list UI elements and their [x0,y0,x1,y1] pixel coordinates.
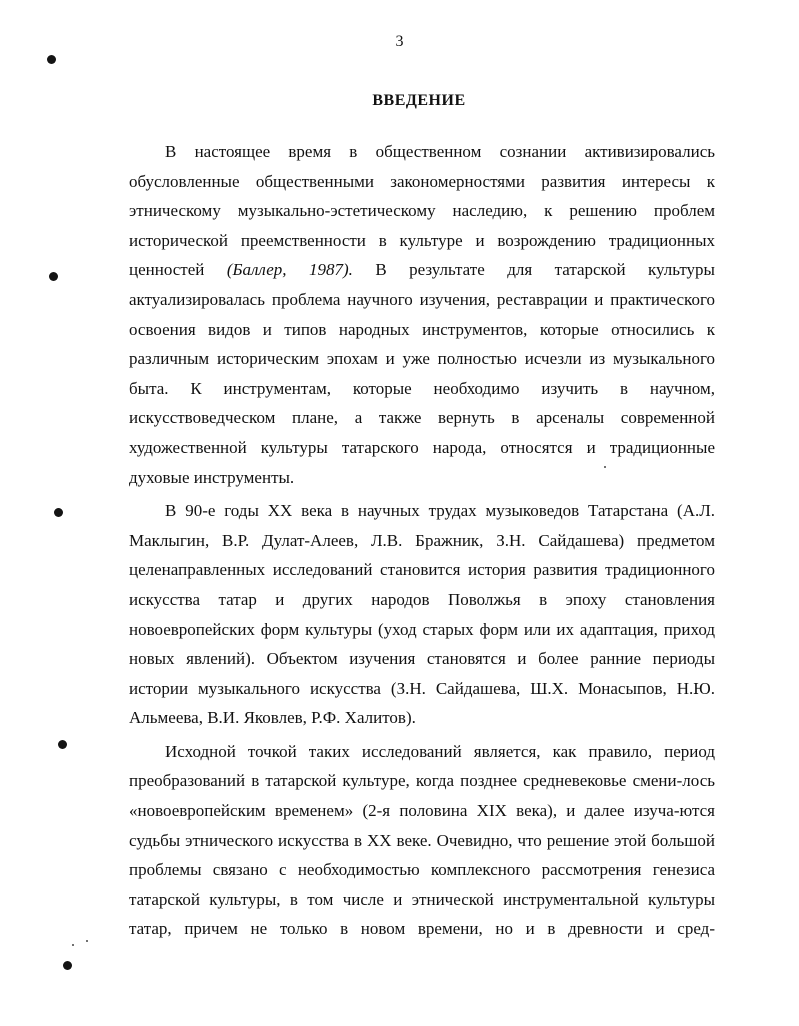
scan-speck [604,466,606,468]
punch-hole-mark-5 [63,961,72,970]
punch-hole-mark-2 [49,272,58,281]
page-number: 3 [395,33,404,50]
section-title: ВВЕДЕНИЕ [372,92,466,109]
paragraph-1 [129,137,715,492]
punch-hole-mark-1 [47,55,56,64]
paragraph-3: Исходной точкой таких исследований является, как правило, период преобразований в татарской культуре, когда позднее средневековье смени-лось «новоевропейским временем» (2-я половина XIX века), и далее изуча-ются судьбы этнического искусства в XX веке. Очевидно, что решение этой большой проблемы связано с необходимостью комплексного рассмотрения генезиса татарской культуры, в том числе и этнической инструментальной культуры татар, причем не только в новом времени, но и в древности и сред- [129,741,715,939]
body-text [129,137,715,944]
punch-hole-mark-3 [54,508,63,517]
scan-speck [72,944,74,946]
paragraph-1-text-start: В настоящее время в общественном сознании активизировались обусловленные общественными закономерностями развития интересы к этническому музыкально-эстетическому наследию, к решению проблем исторической преемственности в культуре и возрождению традиционных ценностей [129,142,715,280]
scan-speck [86,940,88,942]
paragraph-2: В 90-е годы XX века в научных трудах музыковедов Татарстана (А.Л. Маклыгин, В.Р. Дулат-Алеев, Л.В. Бражник, З.Н. Сайдашева) предметом целенаправленных исследований становится история развития традиционного искусства татар и других народов Поволжья в эпоху становления новоевропейских форм культуры (уход старых форм или их адаптация, приход новых явлений). Объектом изучения становятся и более ранние периоды истории музыкального искусства (З.Н. Сайдашева, Ш.Х. Монасыпов, Н.Ю. Альмеева, В.И. Яковлев, Р.Ф. Халитов). [129,501,715,728]
punch-hole-mark-4 [58,740,67,749]
citation-baller-1987: (Баллер, 1987). [226,260,353,280]
paragraph-1-text-end: В результате для татарской культуры актуализировалась проблема научного изучения, реставрации и практического освоения видов и типов народных инструментов, которые относились к различным историческим эпохам и уже полностью исчезли из музыкального быта. К инструментам, которые необходимо изучить в научном, искусствоведческом плане, а также вернуть в арсеналы современной художественной культуры татарского народа, относятся и традиционные духовые инструменты. [129,260,715,487]
